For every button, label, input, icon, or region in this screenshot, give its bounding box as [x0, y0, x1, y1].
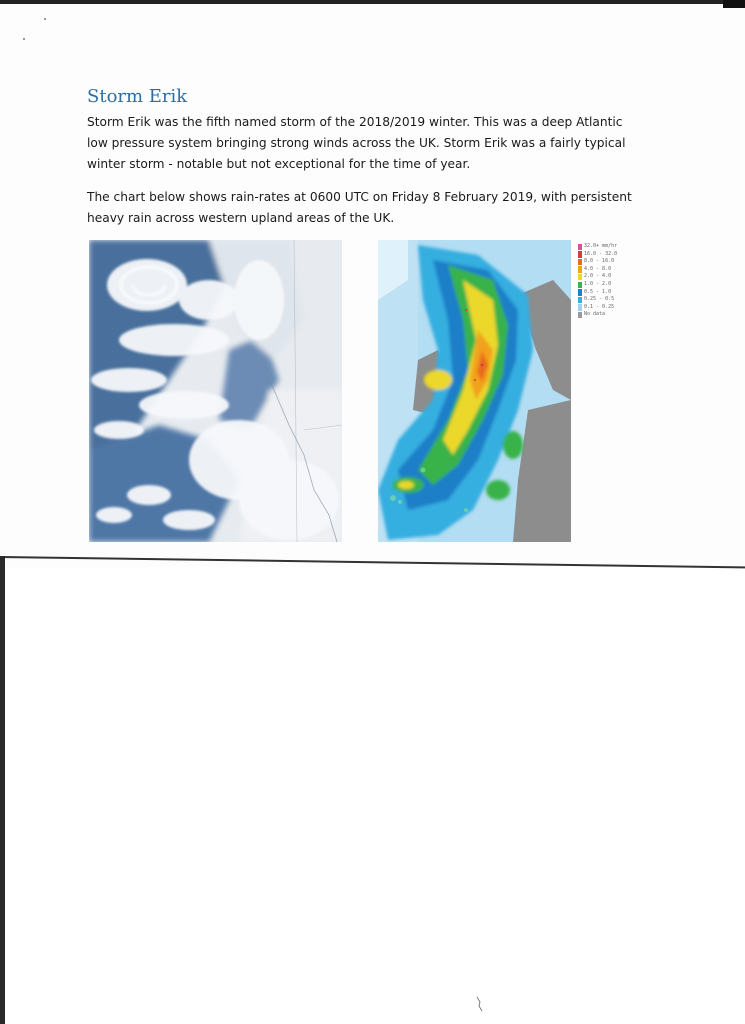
legend-swatch: [578, 244, 582, 251]
legend-label: 0.5 - 1.0: [584, 288, 612, 295]
legend-label: 1.0 - 2.0: [584, 280, 612, 287]
legend-swatch: [578, 312, 582, 319]
legend-item: [578, 304, 638, 312]
legend-item: [578, 258, 638, 266]
scan-left-edge: [0, 556, 5, 1024]
legend-swatch: [578, 259, 582, 266]
scan-speck: [44, 18, 46, 20]
legend-swatch: [578, 297, 582, 304]
legend-label: 0.25 - 0.5: [584, 296, 615, 303]
legend-item: [578, 243, 638, 251]
legend-swatch: [578, 289, 582, 296]
legend-item: [578, 266, 638, 274]
scan-speck: [23, 38, 25, 40]
scan-corner-mark: [723, 0, 745, 8]
legend-item: [578, 281, 638, 289]
legend-label: No data: [584, 311, 606, 318]
legend-label: 8.0 - 16.0: [584, 258, 615, 265]
legend-item: [578, 296, 638, 304]
radar-map-graphic: [378, 240, 571, 542]
document-title: Storm Erik: [87, 86, 188, 107]
legend-item: [578, 289, 638, 297]
legend-label: 0.1 - 0.25: [584, 303, 615, 310]
scan-mark: [476, 996, 484, 1012]
satellite-image-graphic: [89, 240, 342, 542]
legend-label: 32.0+ mm/hr: [584, 243, 618, 249]
legend-item: [578, 273, 638, 281]
rain-rate-legend: [578, 243, 638, 319]
legend-label: 4.0 - 8.0: [584, 265, 612, 272]
legend-swatch: [578, 282, 582, 289]
legend-item: [578, 311, 638, 319]
legend-swatch: [578, 251, 582, 258]
legend-swatch: [578, 266, 582, 273]
radar-rain-rate-map: [378, 240, 571, 542]
legend-swatch: [578, 274, 582, 281]
intro-paragraph: Storm Erik was the fifth named storm of the 2018/2019 winter. This was a deep Atlantic low pressure system bringing strong winds across the UK. Storm Erik was a fairly typical winter storm - notable but not exceptional for the time of year.: [87, 115, 626, 171]
scan-top-edge: [0, 0, 745, 4]
satellite-cloud-image: [89, 240, 342, 542]
legend-label: 2.0 - 4.0: [584, 273, 612, 280]
legend-swatch: [578, 304, 582, 311]
chart-description-paragraph: The chart below shows rain-rates at 0600 UTC on Friday 8 February 2019, with persistent heavy rain across western upland areas of the UK.: [87, 190, 632, 225]
legend-label: 16.0 - 32.0: [584, 250, 618, 257]
legend-item: [578, 251, 638, 259]
